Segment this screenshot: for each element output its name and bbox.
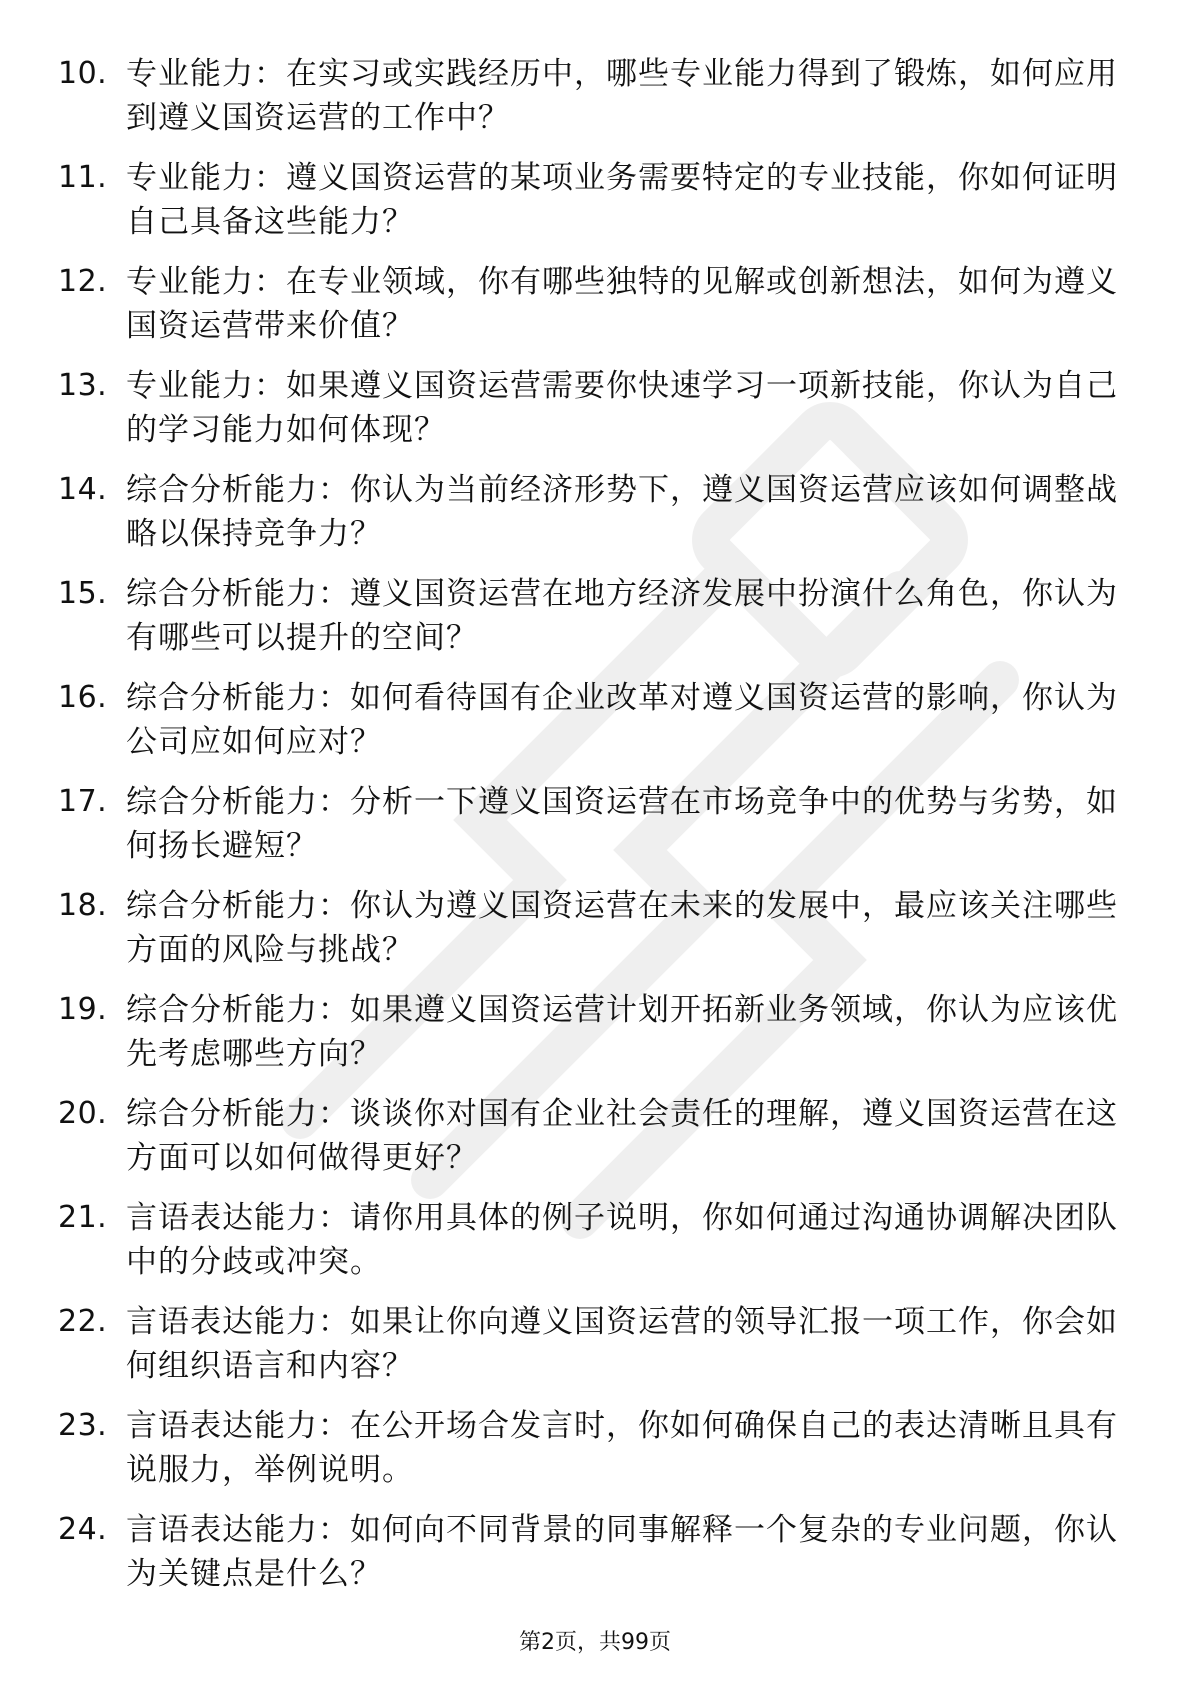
question-item: [58, 52, 1120, 156]
question-text: 综合分析能力：你认为遵义国资运营在未来的发展中，最应该关注哪些方面的风险与挑战？: [126, 888, 1118, 968]
question-item: [58, 676, 1120, 780]
question-item: [58, 884, 1120, 988]
question-text: 综合分析能力：遵义国资运营在地方经济发展中扮演什么角色，你认为有哪些可以提升的空间？: [126, 576, 1118, 656]
question-item: [58, 156, 1120, 260]
question-number: 17.: [58, 784, 108, 819]
question-text: 综合分析能力：如果遵义国资运营计划开拓新业务领域，你认为应该优先考虑哪些方向？: [126, 992, 1118, 1072]
question-text: 言语表达能力：如何向不同背景的同事解释一个复杂的专业问题，你认为关键点是什么？: [126, 1512, 1118, 1592]
question-number: 11.: [58, 160, 108, 195]
question-number: 10.: [58, 56, 108, 91]
question-text: 综合分析能力：你认为当前经济形势下，遵义国资运营应该如何调整战略以保持竞争力？: [126, 472, 1118, 552]
question-number: 24.: [58, 1512, 108, 1547]
question-text: 综合分析能力：如何看待国有企业改革对遵义国资运营的影响，你认为公司应如何应对？: [126, 680, 1118, 760]
question-number: 14.: [58, 472, 108, 507]
question-number: 16.: [58, 680, 108, 715]
question-number: 20.: [58, 1096, 108, 1131]
question-item: [58, 468, 1120, 572]
question-item: [58, 572, 1120, 676]
question-number: 13.: [58, 368, 108, 403]
question-list: [58, 52, 1120, 1612]
question-text: 言语表达能力：在公开场合发言时，你如何确保自己的表达清晰且具有说服力，举例说明。: [126, 1408, 1118, 1488]
question-text: 专业能力：遵义国资运营的某项业务需要特定的专业技能，你如何证明自己具备这些能力？: [126, 160, 1118, 240]
question-number: 21.: [58, 1200, 108, 1235]
question-text: 专业能力：在实习或实践经历中，哪些专业能力得到了锻炼，如何应用到遵义国资运营的工作中？: [126, 56, 1118, 136]
question-text: 专业能力：在专业领域，你有哪些独特的见解或创新想法，如何为遵义国资运营带来价值？: [126, 264, 1118, 344]
page-footer: 第2页，共99页: [519, 1630, 671, 1655]
question-item: [58, 1508, 1120, 1612]
question-item: [58, 1300, 1120, 1404]
question-item: [58, 364, 1120, 468]
question-text: 专业能力：如果遵义国资运营需要你快速学习一项新技能，你认为自己的学习能力如何体现？: [126, 368, 1118, 448]
question-item: [58, 988, 1120, 1092]
question-number: 15.: [58, 576, 108, 611]
question-number: 12.: [58, 264, 108, 299]
question-item: [58, 1404, 1120, 1508]
question-item: [58, 780, 1120, 884]
question-text: 综合分析能力：分析一下遵义国资运营在市场竞争中的优势与劣势，如何扬长避短？: [126, 784, 1118, 864]
question-item: [58, 1196, 1120, 1300]
question-number: 18.: [58, 888, 108, 923]
question-number: 23.: [58, 1408, 108, 1443]
question-text: 言语表达能力：如果让你向遵义国资运营的领导汇报一项工作，你会如何组织语言和内容？: [126, 1304, 1118, 1384]
question-text: 言语表达能力：请你用具体的例子说明，你如何通过沟通协调解决团队中的分歧或冲突。: [126, 1200, 1118, 1280]
question-item: [58, 260, 1120, 364]
question-item: [58, 1092, 1120, 1196]
question-number: 22.: [58, 1304, 108, 1339]
question-number: 19.: [58, 992, 108, 1027]
question-text: 综合分析能力：谈谈你对国有企业社会责任的理解，遵义国资运营在这方面可以如何做得更好？: [126, 1096, 1118, 1176]
